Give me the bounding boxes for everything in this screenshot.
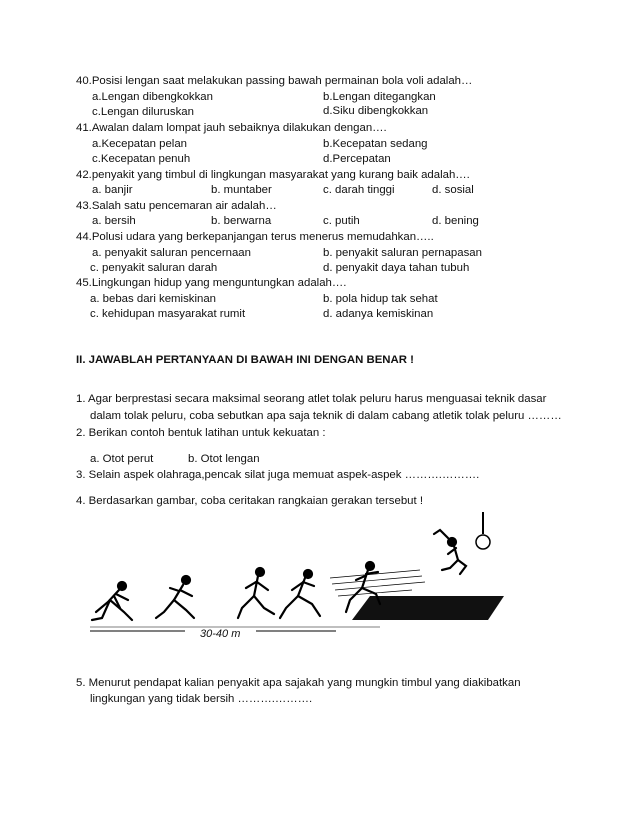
- option-d: d. penyakit daya tahan tubuh: [323, 262, 470, 274]
- option-b: b.Lengan ditegangkan: [323, 91, 436, 103]
- option-c: c.Kecepatan penuh: [92, 153, 191, 165]
- sand-pit: [352, 596, 504, 620]
- option-b: b. berwarna: [211, 215, 272, 227]
- athlete-figure-1: [92, 582, 132, 620]
- option-c: c. darah tinggi: [323, 184, 395, 196]
- essay-question-5-line1: 5. Menurut pendapat kalian penyakit apa sajakah yang mungkin timbul yang diakibatkan: [76, 677, 521, 689]
- option-a: a.Kecepatan pelan: [92, 138, 188, 150]
- question-text: 42.penyakit yang timbul di lingkungan masyarakat yang kurang baik adalah….: [76, 169, 470, 181]
- question-text: 44.Polusi udara yang berkepanjangan terus menerus memudahkan…..: [76, 231, 434, 243]
- option-c: c. penyakit saluran darah: [90, 262, 218, 274]
- section-heading: II. JAWABLAH PERTANYAAN DI BAWAH INI DENGAN BENAR !: [76, 354, 414, 366]
- question-text: 45.Lingkungan hidup yang menguntungkan adalah….: [76, 277, 347, 289]
- essay-question-1-line2: dalam tolak peluru, coba sebutkan apa saja teknik di dalam cabang atletik tolak peluru ………: [90, 410, 562, 422]
- option-d: d. adanya kemiskinan: [323, 308, 434, 320]
- option-a: a. banjir: [92, 184, 133, 196]
- question-text: 43.Salah satu pencemaran air adalah…: [76, 200, 277, 212]
- question-text: 41.Awalan dalam lompat jauh sebaiknya dilakukan dengan….: [76, 122, 387, 134]
- motion-lines: [330, 570, 425, 596]
- option-d: d. bening: [432, 215, 479, 227]
- hanging-marker-icon: [476, 512, 490, 549]
- option-d: d.Percepatan: [323, 153, 391, 165]
- option-d: d. sosial: [432, 184, 474, 196]
- essay-question-2-item-b: b. Otot lengan: [188, 453, 260, 465]
- option-a: a. penyakit saluran pencernaan: [92, 247, 251, 259]
- essay-question-2-item-a: a. Otot perut: [90, 453, 154, 465]
- long-jump-illustration: [80, 508, 510, 643]
- option-a: a.Lengan dibengkokkan: [92, 91, 213, 103]
- athlete-figure-2: [156, 576, 194, 618]
- option-a: a. bersih: [92, 215, 136, 227]
- essay-question-2: 2. Berikan contoh bentuk latihan untuk kekuatan :: [76, 427, 326, 439]
- option-d: d.Siku dibengkokkan: [323, 105, 429, 117]
- option-b: b. muntaber: [211, 184, 272, 196]
- athlete-figure-6-flight: [434, 530, 466, 574]
- essay-question-1-line1: 1. Agar berprestasi secara maksimal seorang atlet tolak peluru harus menguasai teknik dasar: [76, 393, 547, 405]
- option-c: c.Lengan diluruskan: [92, 106, 194, 118]
- option-c: c. kehidupan masyarakat rumit: [90, 308, 246, 320]
- option-b: b.Kecepatan sedang: [323, 138, 428, 150]
- option-a: a. bebas dari kemiskinan: [90, 293, 216, 305]
- essay-question-3: 3. Selain aspek olahraga,pencak silat juga memuat aspek-aspek ……….……….: [76, 469, 480, 481]
- option-b: b. penyakit saluran pernapasan: [323, 247, 482, 259]
- option-c: c. putih: [323, 215, 360, 227]
- essay-question-5-line2: lingkungan yang tidak bersih ……….……….: [90, 693, 313, 705]
- question-text: 40.Posisi lengan saat melakukan passing bawah permainan bola voli adalah…: [76, 75, 473, 87]
- distance-label: 30-40 m: [200, 628, 241, 640]
- essay-question-4: 4. Berdasarkan gambar, coba ceritakan rangkaian gerakan tersebut !: [76, 495, 423, 507]
- option-b: b. pola hidup tak sehat: [323, 293, 438, 305]
- athlete-figure-3: [238, 568, 274, 618]
- athlete-figure-4: [280, 570, 320, 618]
